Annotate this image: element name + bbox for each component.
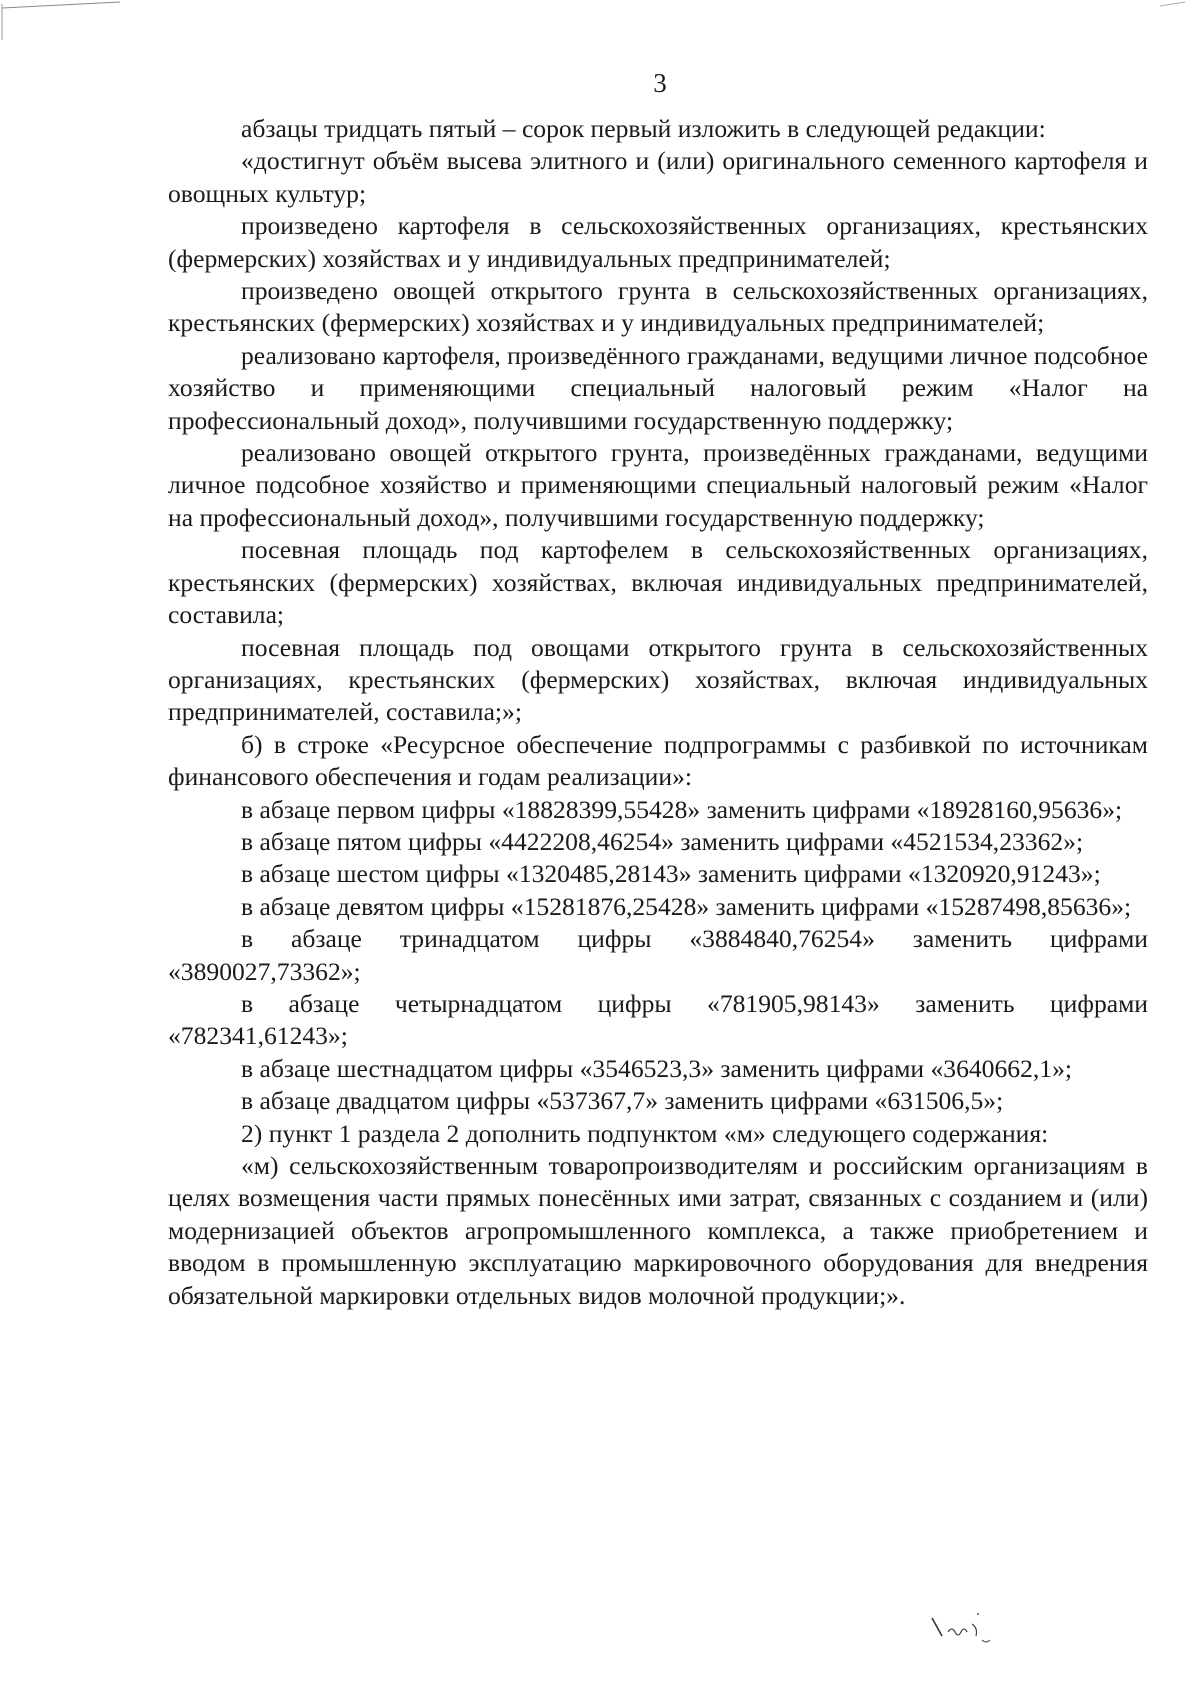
- paragraph: реализовано картофеля, произведённого гражданами, ведущими личное подсобное хозяйство и применяющими специальный налоговый режим «Налог на профессиональный доход», получившими государственную поддержку;: [168, 340, 1148, 435]
- paragraph: посевная площадь под овощами открытого грунта в сельскохозяйственных организациях, крестьянских (фермерских) хозяйствах, включая индивидуальных предпринимателей, составила;»;: [168, 632, 1148, 727]
- paragraph: в абзаце девятом цифры «15281876,25428» заменить цифрами «15287498,85636»;: [241, 891, 1132, 921]
- paragraph: в абзаце шестнадцатом цифры «3546523,3» заменить цифрами «3640662,1»;: [241, 1053, 1072, 1083]
- paragraph: в абзаце шестом цифры «1320485,28143» заменить цифрами «1320920,91243»;: [241, 859, 1101, 889]
- paragraph: «м) сельскохозяйственным товаропроизводителям и российским организациям в целях возмещения части прямых понесённых ими затрат, связанных с созданием и (или) модернизацией объектов агропромышленного комплекса, а также приобретением и вводом в промышленную эксплуатацию маркировочного оборудования для внедрения обязательной маркировки отдельных видов молочной продукции;».: [168, 1151, 1148, 1310]
- scan-edge-mark: [0, 0, 1200, 40]
- paragraph: произведено овощей открытого грунта в сельскохозяйственных организациях, крестьянских (фермерских) хозяйствах и у индивидуальных предпринимателей;: [168, 276, 1148, 338]
- paragraph: абзацы тридцать пятый – сорок первый изложить в следующей редакции:: [241, 114, 1046, 143]
- paragraph: реализовано овощей открытого грунта, произведённых гражданами, ведущими личное подсобное хозяйство и применяющими специальный налоговый режим «Налог на профессиональный доход», получившими государственную поддержку;: [168, 438, 1148, 532]
- paragraph: «достигнут объём высева элитного и (или) оригинального семенного картофеля и овощных культур;: [168, 146, 1148, 208]
- paragraph: произведено картофеля в сельскохозяйственных организациях, крестьянских (фермерских) хозяйствах и у индивидуальных предпринимателей;: [168, 211, 1148, 273]
- document-body: [168, 113, 1148, 1312]
- paragraph: 2) пункт 1 раздела 2 дополнить подпунктом «м» следующего содержания:: [241, 1118, 1049, 1148]
- paragraph: в абзаце пятом цифры «4422208,46254» заменить цифрами «4521534,23362»;: [241, 826, 1084, 856]
- paragraph: в абзаце четырнадцатом цифры «781905,98143» заменить цифрами «782341,61243»;: [168, 988, 1148, 1051]
- paragraph: посевная площадь под картофелем в сельскохозяйственных организациях, крестьянских (фермерских) хозяйствах, включая индивидуальных предпринимателей, составила;: [168, 535, 1148, 630]
- paragraph: б) в строке «Ресурсное обеспечение подпрограммы с разбивкой по источникам финансового обеспечения и годам реализации»:: [168, 729, 1148, 792]
- paragraph: в абзаце тринадцатом цифры «3884840,76254» заменить цифрами «3890027,73362»;: [168, 924, 1148, 986]
- page-number: 3: [653, 68, 667, 98]
- paragraph: в абзаце первом цифры «18828399,55428» заменить цифрами «18928160,95636»;: [241, 794, 1123, 824]
- handwritten-initials: [920, 1610, 1020, 1660]
- paragraph: в абзаце двадцатом цифры «537367,7» заменить цифрами «631506,5»;: [241, 1086, 1004, 1116]
